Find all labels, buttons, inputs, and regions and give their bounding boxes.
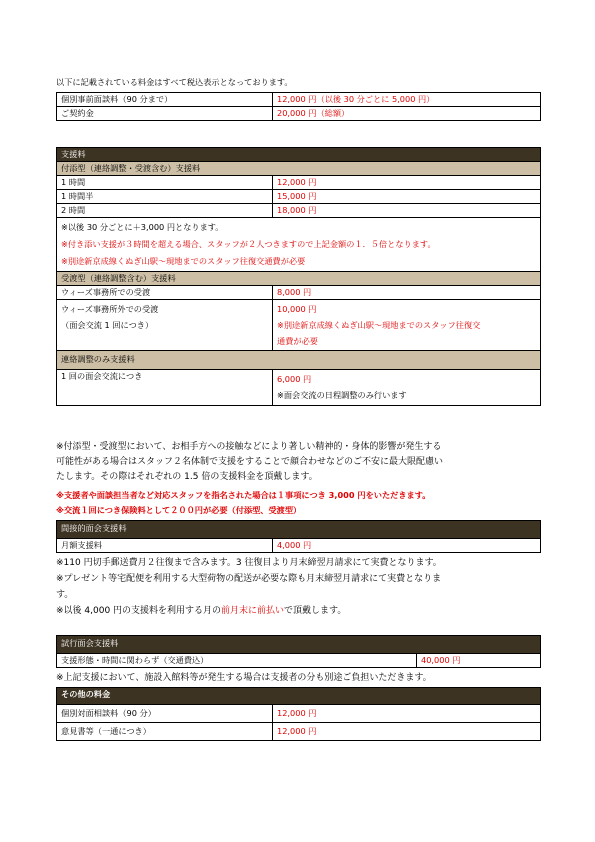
table-row <box>57 723 541 741</box>
indirect-notes <box>56 555 541 619</box>
fee-value: 8,000 円 <box>273 286 541 300</box>
insurance-note: ※交流１回につき保険料として２００円が必要（付添型、受渡型） <box>56 505 302 515</box>
fee-label: 1 時間 <box>57 176 273 190</box>
support-note-line: ※付添型・受渡型において、お相手方への接触などにより著しい精神的・身体的影響が発生する <box>56 442 442 452</box>
support-header: 支援料 <box>57 148 541 162</box>
table-row <box>57 107 541 121</box>
table-row <box>57 539 541 553</box>
fee-label: 月額支援料 <box>57 539 273 553</box>
indirect-note-line: す。 <box>56 590 74 600</box>
intro-text: 以下に記載されている料金はすべて税込表示となっております。 <box>56 77 293 87</box>
fee-value: 4,000 円 <box>273 539 541 553</box>
support-note-line: 可能性がある場合はスタッフ２名体制で支援をすることで顔合わせなどのご不安に最大限配慮い <box>56 457 444 467</box>
fee-label: 支援形態・時間に関わらず（交通費込） <box>57 654 417 668</box>
table-row <box>57 176 541 190</box>
table-row <box>57 204 541 218</box>
fee-value: 15,000 円 <box>273 190 541 204</box>
table-row <box>57 705 541 723</box>
table-row <box>57 93 541 107</box>
note-text: ※以後 4,000 円の支援料を利用する月の <box>56 606 222 616</box>
fee-label: 意見書等（一通につき） <box>57 723 273 741</box>
fee-label-line: （面会交流 1 回につき） <box>61 320 154 330</box>
handover-title: 受渡型（連絡調整含む）支援料 <box>57 272 541 286</box>
table-row <box>57 190 541 204</box>
attached-note-3: ※別途新京成線くぬぎ山駅～現地までのスタッフ往復交通費が必要 <box>61 256 306 266</box>
support-fee-table <box>56 147 541 406</box>
fee-note-line: 通費が必要 <box>277 336 318 346</box>
top-fee-table <box>56 92 541 121</box>
fee-label: ご契約金 <box>57 107 273 121</box>
indirect-note-line: ※110 円切手郵送費月２往復まで含みます。3 往復目より月末締翌月請求にて実費となります。 <box>56 558 442 568</box>
fee-label: 2 時間 <box>57 204 273 218</box>
fee-label: 個別対面相談料（90 分） <box>57 705 273 723</box>
attached-notes <box>57 218 541 272</box>
support-note-line: たします。その際はそれぞれの 1.5 倍の支援料金を頂戴します。 <box>56 472 318 482</box>
fee-note-line: ※別途新京成線くぬぎ山駅～現地までのスタッフ往復交 <box>277 320 481 330</box>
coordination-title: 連絡調整のみ支援料 <box>57 351 541 370</box>
fee-label: ウィーズ事務所での受渡 <box>57 286 273 300</box>
attached-title: 付添型（連絡調整・受渡含む）支援料 <box>57 162 541 176</box>
fee-value: 12,000 円（以後 30 分ごとに 5,000 円） <box>273 93 541 107</box>
support-notes <box>56 440 541 485</box>
attached-note-1: ※以後 30 分ごとに＋3,000 円となります。 <box>61 222 224 232</box>
table-row <box>57 300 541 351</box>
other-fee-table <box>56 687 541 741</box>
note-emphasis: 前月末に前払い <box>221 606 285 616</box>
indirect-note-line <box>56 603 541 619</box>
staff-nomination-note: ※支援者や面談担当者など対応スタッフを指名された場合は１事項につき 3,000 円をいただきます。 <box>56 490 431 500</box>
attached-note-2: ※付き添い支援が３時間を超える場合、スタッフが２人つきますので上記金額の１．５倍となります。 <box>61 239 436 249</box>
indirect-note-line: ※プレゼント等宅配便を利用する大型荷物の配送が必要な際も月末締翌月請求にて実費となりま <box>56 574 442 584</box>
fee-label: 1 回の面会交流につき <box>57 370 273 406</box>
fee-value: 40,000 円 <box>417 654 541 668</box>
table-row <box>57 370 541 406</box>
note-text: で頂戴します。 <box>284 606 347 616</box>
fee-value: 12,000 円 <box>273 723 541 741</box>
fee-label: 個別事前面談料（90 分まで） <box>57 93 273 107</box>
fee-note-line: ※面会交流の日程調整のみ行います <box>277 390 407 400</box>
fee-label: 1 時間半 <box>57 190 273 204</box>
trial-header: 試行面会支援料 <box>57 636 541 654</box>
fee-value-text: 10,000 円 <box>277 304 317 314</box>
fee-value: 20,000 円（総額） <box>273 107 541 121</box>
fee-value <box>273 370 541 406</box>
table-row <box>57 654 541 668</box>
fee-value: 12,000 円 <box>273 705 541 723</box>
trial-note: ※上記支援において、施設入館料等が発生する場合は支援者の分も別途ご負担いただきます。 <box>56 673 432 683</box>
fee-value-text: 6,000 円 <box>277 374 312 384</box>
fee-value: 12,000 円 <box>273 176 541 190</box>
fee-value: 18,000 円 <box>273 204 541 218</box>
indirect-header: 間接的面会支援料 <box>57 521 541 539</box>
trial-fee-table <box>56 635 541 668</box>
fee-value <box>273 300 541 351</box>
other-header: その他の料金 <box>57 688 541 705</box>
indirect-fee-table <box>56 520 541 553</box>
fee-label-line: ウィーズ事務所外での受渡 <box>61 304 159 314</box>
fee-label <box>57 300 273 351</box>
table-row <box>57 286 541 300</box>
